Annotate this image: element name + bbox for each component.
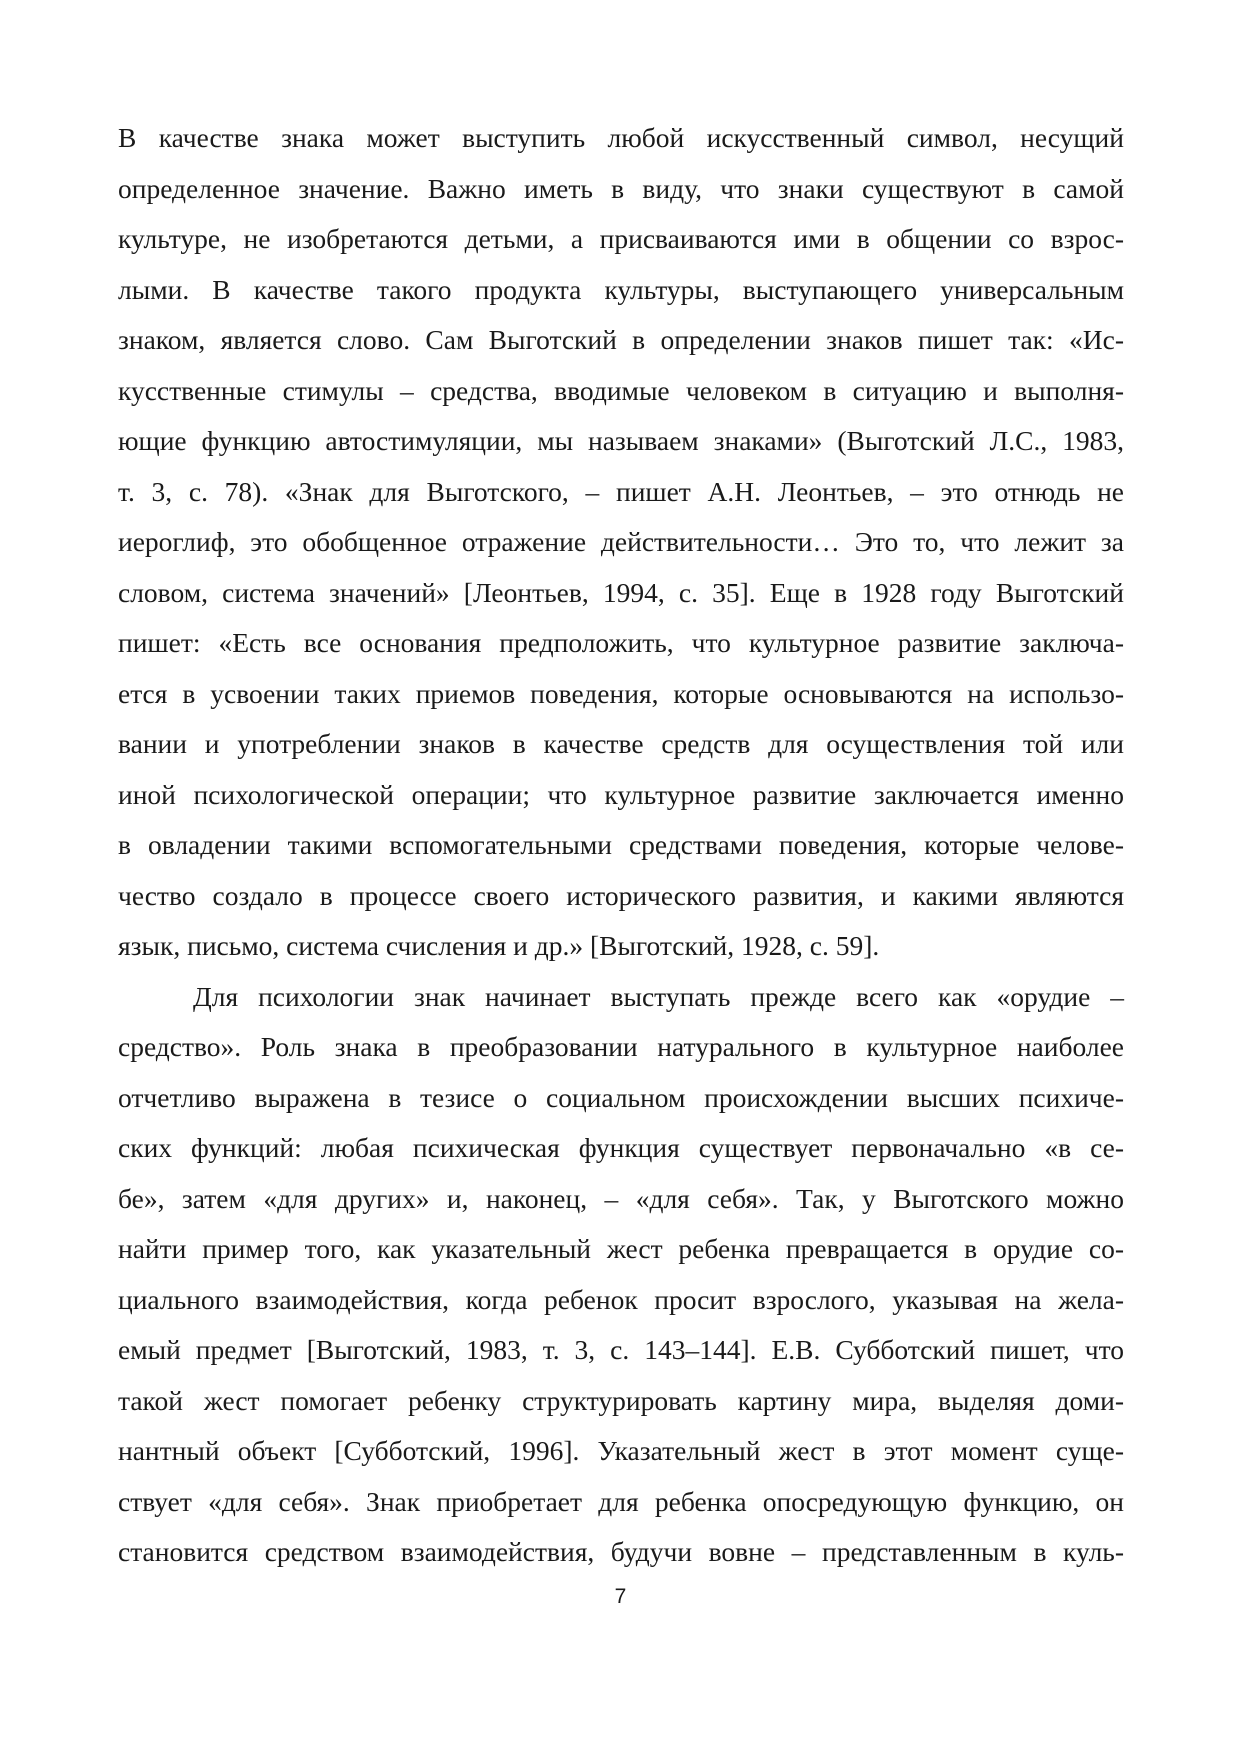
text-line: найти пример того, как указательный жест ребенка превращается в орудие со- [118,1233,1124,1264]
text-line: словом, система значений» [Леонтьев, 1994, с. 35]. Еще в 1928 году Выготский [118,576,1124,608]
text-line: ется в усвоении таких приемов поведения, которые основываются на использо- [118,677,1124,709]
text-line: знаком, является слово. Сам Выготский в определении знаков пишет так: «Ис- [118,324,1124,355]
text-line: отчетливо выражена в тезисе о социальном происхождении высших психиче- [118,1081,1124,1113]
text-line: лыми. В качестве такого продукта культуры, выступающего универсальным [118,273,1124,305]
text-line: т. 3, с. 78). «Знак для Выготского, – пишет А.Н. Леонтьев, – это отнюдь не [118,475,1124,507]
text-line: вании и употреблении знаков в качестве средств для осуществления той или [118,728,1124,759]
text-line: кусственные стимулы – средства, вводимые человеком в ситуацию и выполня- [118,374,1124,406]
text-line: становится средством взаимодействия, будучи вовне – представленным в куль- [118,1536,1124,1567]
text-line: язык, письмо, система счисления и др.» [Выготский, 1928, с. 59]. [118,930,880,961]
text-line: Для психологии знак начинает выступать прежде всего как «орудие – [193,980,1124,1012]
text-line: в овладении такими вспомогательными средствами поведения, которые челове- [118,829,1124,860]
text-line: определенное значение. Важно иметь в виду, что знаки существуют в самой [118,172,1124,204]
text-line: пишет: «Есть все основания предположить, что культурное развитие заключа- [118,627,1124,658]
text-line: ствует «для себя». Знак приобретает для ребенка опосредующую функцию, он [118,1485,1124,1517]
text-line: такой жест помогает ребенку структурировать картину мира, выделяя доми- [118,1384,1124,1416]
text-line: иной психологической операции; что культурное развитие заключается именно [118,778,1124,810]
text-line: емый предмет [Выготский, 1983, т. 3, с. 143–144]. Е.В. Субботский пишет, что [118,1334,1124,1365]
text-line: ских функций: любая психическая функция существует первоначально «в се- [118,1132,1124,1163]
paragraph-2 [118,972,1124,1578]
text-line: культуре, не изобретаются детьми, а присваиваются ими в общении со взрос- [118,223,1124,254]
text-line: циального взаимодействия, когда ребенок просит взрослого, указывая на жела- [118,1283,1124,1315]
text-line: ющие функцию автостимуляции, мы называем знаками» (Выготский Л.С., 1983, [118,425,1124,456]
body-text [118,113,1124,1578]
paragraph-1 [118,113,1124,972]
text-line: В качестве знака может выступить любой искусственный символ, несущий [118,122,1124,153]
text-line: средство». Роль знака в преобразовании натурального в культурное наиболее [118,1031,1124,1062]
text-line: бе», затем «для других» и, наконец, – «для себя». Так, у Выготского можно [118,1182,1124,1214]
text-line: нантный объект [Субботский, 1996]. Указательный жест в этот момент суще- [118,1435,1124,1466]
text-line: иероглиф, это обобщенное отражение действительности… Это то, что лежит за [118,526,1124,557]
text-line: чество создало в процессе своего исторического развития, и какими являются [118,879,1124,911]
page-number: 7 [614,1585,627,1608]
